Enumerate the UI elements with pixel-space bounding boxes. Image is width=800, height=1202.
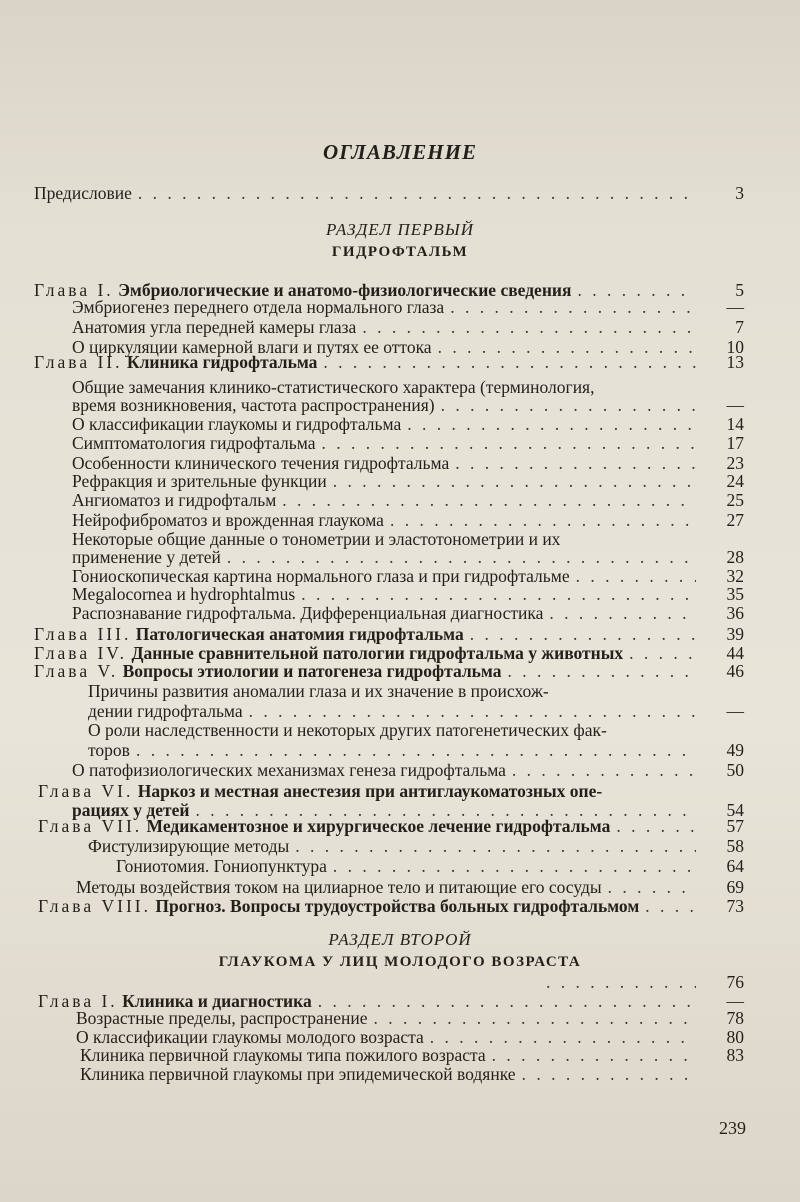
entry-text: Клиника и диагностика	[122, 991, 312, 1011]
section-header: РАЗДЕЛ ВТОРОЙ	[328, 930, 472, 949]
entry-text: рациях у детей	[72, 800, 190, 820]
entry-page: 3	[735, 183, 744, 203]
leader-dots	[522, 1064, 696, 1084]
chapter-label: Глава VIII.	[38, 896, 151, 916]
entry-page: 23	[726, 453, 744, 473]
entry-text: О патофизиологических механизмах генеза гидрофтальма	[72, 760, 506, 780]
leader-dots	[333, 856, 696, 876]
entry-text: Эмбриогенез переднего отдела нормального глаза	[72, 297, 445, 317]
entry-page: 24	[726, 471, 744, 491]
chapter-label: Глава V.	[34, 661, 119, 681]
toc-title: ОГЛАВЛЕНИЕ	[323, 140, 477, 164]
leader-dots	[645, 896, 696, 916]
entry-text: Эмбриологические и анатомо-физиологические сведения	[118, 280, 572, 300]
section-title: ГЛАУКОМА У ЛИЦ МОЛОДОГО ВОЗРАСТА	[218, 954, 582, 970]
leader-dots	[576, 566, 696, 586]
entry-page: 25	[726, 490, 744, 510]
entry-text: торов	[88, 740, 130, 760]
entry-page: 14	[726, 414, 744, 434]
entry-page: 35	[726, 584, 744, 604]
entry-text: Прогноз. Вопросы трудоустройства больных гидрофтальмом	[155, 896, 640, 916]
entry-text: Некоторые общие данные о тонометрии и эластотонометрии и их	[72, 529, 561, 549]
leader-dots	[608, 877, 696, 897]
entry-page: 83	[726, 1045, 744, 1065]
leader-dots	[616, 816, 696, 836]
entry-page: —	[726, 701, 744, 721]
chapter-label: Глава II.	[34, 352, 123, 372]
leader-dots	[441, 395, 696, 415]
entry-text: Методы воздействия током на цилиарное тело и питающие его сосуды	[76, 877, 602, 897]
entry-page: 64	[726, 856, 744, 876]
chapter-label: Глава I.	[34, 280, 114, 300]
entry-page: 5	[735, 280, 744, 300]
entry-text: О роли наследственности и некоторых других патогенетических фак-	[88, 720, 607, 740]
leader-dots	[507, 661, 696, 681]
leader-dots	[492, 1045, 696, 1065]
leader-dots	[362, 317, 696, 337]
leader-dots	[295, 836, 696, 856]
entry-page: 80	[726, 1027, 744, 1047]
leader-dots	[455, 453, 696, 473]
leader-dots	[407, 414, 696, 434]
entry-text: Гониоскопическая картина нормального глаза и при гидрофтальме	[72, 566, 570, 586]
entry-text: Клиника первичной глаукомы типа пожилого возраста	[80, 1045, 486, 1065]
entry-page: 46	[726, 661, 744, 681]
entry-page: —	[726, 991, 744, 1011]
entry-text: дении гидрофтальма	[88, 701, 243, 721]
leader-dots	[136, 740, 696, 760]
entry-text: Ангиоматоз и гидрофтальм	[72, 490, 277, 510]
leader-dots	[450, 297, 696, 317]
leader-dots	[390, 510, 696, 530]
entry-page: 57	[726, 816, 744, 836]
entry-text: Megalocornea и hydrophtalmus	[72, 584, 296, 604]
entry-text: время возникновения, частота распространения)	[72, 395, 435, 415]
leader-dots	[138, 183, 696, 203]
chapter-label: Глава III.	[34, 624, 132, 644]
entry-text: О классификации глаукомы и гидрофтальма	[72, 414, 402, 434]
entry-page: —	[726, 395, 744, 415]
entry-text: Общие замечания клинико-статистического характера (терминология,	[72, 377, 595, 397]
leader-dots	[323, 352, 696, 372]
entry-page: —	[726, 297, 744, 317]
leader-dots	[470, 624, 696, 644]
entry-text: Анатомия угла передней камеры глаза	[72, 317, 357, 337]
section-title: ГИДРОФТАЛЬМ	[331, 244, 469, 260]
entry-page: 13	[726, 352, 744, 372]
leader-dots	[333, 471, 696, 491]
leader-dots	[373, 1008, 696, 1028]
entry-text: Гониотомия. Гониопунктура	[116, 856, 327, 876]
entry-text: Особенности клинического течения гидрофтальма	[72, 453, 450, 473]
entry-page: 44	[726, 643, 744, 663]
page-number: 239	[719, 1118, 746, 1138]
chapter-label: Глава I.	[38, 991, 118, 1011]
entry-page: 76	[726, 972, 744, 992]
entry-text: Нейрофиброматоз и врожденная глаукома	[72, 510, 384, 530]
entry-page: 73	[726, 896, 744, 916]
entry-text: применение у детей	[72, 547, 221, 567]
leader-dots	[512, 760, 696, 780]
leader-dots	[227, 547, 696, 567]
entry-text: Возрастные пределы, распространение	[76, 1008, 368, 1028]
entry-page: 39	[726, 624, 744, 644]
entry-page: 54	[726, 800, 744, 820]
chapter-label: Глава VII.	[38, 816, 143, 836]
leader-dots	[321, 433, 696, 453]
entry-text: Симптоматология гидрофтальма	[72, 433, 316, 453]
entry-page: 7	[735, 317, 744, 337]
entry-text: О циркуляции камерной влаги и путях ее оттока	[72, 337, 432, 357]
leader-dots	[282, 490, 696, 510]
entry-page: 17	[726, 433, 744, 453]
entry-page: 78	[726, 1008, 744, 1028]
entry-text: Данные сравнительной патологии гидрофтальма у животных	[131, 643, 624, 663]
entry-text: Распознавание гидрофтальма. Дифференциальная диагностика	[72, 603, 544, 623]
entry-page: 36	[726, 603, 744, 623]
entry-text: О классификации глаукомы молодого возраста	[76, 1027, 424, 1047]
entry-text: Предисловие	[34, 183, 132, 203]
leader-dots	[430, 1027, 696, 1047]
entry-page: 58	[726, 836, 744, 856]
entry-text: Фистулизирующие методы	[88, 836, 290, 856]
leader-dots	[549, 603, 696, 623]
entry-text: Патологическая анатомия гидрофтальма	[135, 624, 464, 644]
leader-dots	[629, 643, 696, 663]
entry-text: Причины развития аномалии глаза и их значение в происхож-	[88, 681, 549, 701]
chapter-label: Глава IV.	[34, 643, 128, 663]
entry-page: 50	[726, 760, 744, 780]
chapter-label: Глава VI.	[38, 781, 134, 801]
entry-page: 32	[726, 566, 744, 586]
entry-text: Клиника гидрофтальма	[126, 352, 318, 372]
entry-text: Рефракция и зрительные функции	[72, 471, 327, 491]
leader-dots	[301, 584, 696, 604]
entry-page: 69	[726, 877, 744, 897]
entry-page: 49	[726, 740, 744, 760]
leader-dots	[249, 701, 696, 721]
section-header: РАЗДЕЛ ПЕРВЫЙ	[326, 220, 474, 239]
entry-page: 27	[726, 510, 744, 530]
entry-text: Медикаментозное и хирургическое лечение гидрофтальма	[146, 816, 611, 836]
entry-text: Наркоз и местная анестезия при антиглаукоматозных опе-	[137, 781, 603, 801]
entry-page: 28	[726, 547, 744, 567]
entry-text: Вопросы этиологии и патогенеза гидрофтальма	[122, 661, 502, 681]
entry-text: Клиника первичной глаукомы при эпидемической водянке	[80, 1064, 516, 1084]
entry-page: 10	[726, 337, 744, 357]
leader-dots	[546, 972, 696, 992]
